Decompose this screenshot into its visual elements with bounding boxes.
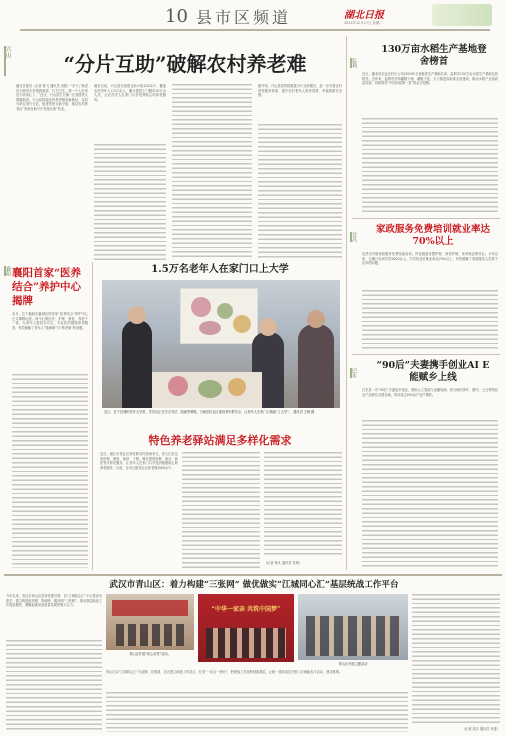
right-article-1	[350, 40, 500, 216]
seniors-calligraphy-photo	[102, 280, 340, 408]
header-green-emblem	[432, 4, 492, 26]
main-article-col-2: 截至目前，兴山县共组建互助小组120余个，覆盖农村老年人口3万余人，累计提供上门服务10万余人次，让农村老人在家门口享受到贴心的养老服务。	[94, 84, 166, 260]
lecture-hall-photo	[106, 594, 194, 650]
photo-caption-3: 青山区开展主题活动	[338, 662, 368, 666]
photo-caption-1: 青山区开展“同心讲堂”活动。	[129, 652, 171, 656]
section-title: 县市区频道	[195, 7, 291, 27]
main-article-col-1: 湖北日报讯（记者 陈飞 通讯员 田甜）“多亏了助老员小陈每天来帮我做饭、打扫卫生，我一个人在家也不用担心了。”近日，兴山县古夫镇一位独居老人感激地说。兴山县探索农村养老服务新路径，以村为单位划片分区，组建邻里互助小组，推动农村养老由“家庭自助”向“邻里互助”转变。	[16, 84, 88, 111]
right-article-1-body: 近日，湖北省农业农村厅公布2024年全省粮食生产基地名单，监利市130万亩水稻生产基地位居榜首。近年来，监利市坚持藏粮于地、藏粮于技，大力推进高标准农田建设，推动水稻产业高质量发展，持续擦亮“中国水稻第一县”的金字招牌。	[362, 72, 498, 86]
right-divider-2	[352, 354, 500, 355]
side-article-xiangyang	[4, 262, 88, 568]
column-divider-main	[346, 36, 347, 570]
table-with-artwork	[152, 372, 262, 408]
main-article-col-3	[172, 84, 252, 260]
right-divider-1	[352, 218, 500, 219]
painting-on-wall	[180, 288, 258, 344]
main-article	[4, 40, 344, 260]
right-article-3-body: 巴东县一对“90后”夫妻返乡创业，借助人工智能与直播电商，将当地的茶叶、腊肉、土豆等特色农产品销往全国各地，带动周边200余户农户增收。	[362, 388, 498, 397]
main-article-title: “分片互助”破解农村养老难	[63, 52, 307, 76]
sub-article-credit: （记者 林凡 通讯员 张明）	[264, 561, 303, 565]
bottom-band-rule	[4, 574, 502, 576]
header-date: 2024年12月17日 星期二	[344, 21, 383, 25]
right-article-1-location: 监利	[351, 58, 357, 68]
location-tag: 兴山	[4, 46, 14, 82]
right-article-3-title: “90后”夫妻携手创业AI Е能赋乡上线	[376, 360, 490, 383]
right-article-3	[350, 358, 500, 570]
masthead-logo: 湖北日报	[344, 9, 384, 21]
red-banner-event-photo: “中华一家亲 共筑中国梦”	[198, 594, 294, 662]
bottom-article-credit: （记者 周文 通讯员 李进）	[461, 727, 500, 731]
bottom-article	[4, 578, 502, 734]
bottom-article-body-2: 青山区以“江城同心汇”为品牌，在街道、社区建立统战工作站点，打造“一站点一特色”，把统战工作延伸到最基层，让统一战线成员在家门口就能参与活动、建言献策。	[106, 670, 343, 674]
right-article-2-location: 宜昌	[351, 232, 357, 242]
bottom-article-title: 武汉市青山区：着力构建“三张网” 做优做实“江城同心汇”基层统战工作平台	[109, 580, 399, 590]
person-left	[122, 320, 152, 408]
bottom-article-body-1: 今年以来，武汉市青山区坚持党建引领，以“江城同心汇”平台建设为抓手，着力构建组织网、阵地网、服务网“三张网”，推动基层统战工作提质增效，凝聚起推动高质量发展的强大合力。	[6, 594, 102, 608]
header-title-band	[130, 6, 326, 26]
right-article-2	[350, 222, 500, 352]
group-activity-photo	[298, 594, 408, 660]
photo-story-title: 1.5万名老年人在家门口上大学	[151, 264, 289, 275]
sub-article-body: 近日，潜江市某社区养老驿站内热闹非凡，老人们在这里用餐、理发、阅读、下棋。驿站提供助餐、助洁、助医等多样化服务，让老年人在家门口享受到便捷贴心的养老服务。目前，全市已建成社区养老驿站60余个。	[100, 452, 178, 470]
person-right-head	[307, 310, 325, 328]
right-article-2-body: 宜昌市开展家政服务免费技能培训，内容涵盖母婴护理、养老护理、家务保洁等项目。今年以来，已累计培训学员2000余人，学员结业后就业率达70%以上，有效缓解了家政服务人员供不应求的问题。	[362, 252, 498, 266]
sub-article	[96, 434, 344, 570]
photo-story	[96, 262, 344, 432]
person-center-head	[259, 318, 277, 336]
side-location-tag: 襄阳	[5, 266, 11, 276]
page-header	[0, 0, 506, 34]
right-article-2-title: 家政服务免费培训就业率达70%以上	[375, 224, 490, 247]
person-right	[298, 324, 334, 408]
side-article-body: 本月，位于襄阳市襄城区的首家“医养结合”养护中心正式揭牌运营。该中心集医疗、护理、康复、养老于一体，为老年人提供全方位、专业化的健康养老服务，有效破解了老年人“看病难”与“养老难”的问题。	[12, 312, 88, 330]
right-article-1-title: 130万亩水稻生产基地登舍榜首	[381, 44, 487, 67]
header-rule	[20, 29, 490, 31]
sub-article-title: 特色养老驿站满足多样化需求	[148, 434, 292, 447]
photo-story-caption: 近日，位于宜城的老年大学里，学员们正在学习书法、绘画等课程。当地依托社区建设老年教学点，让老年人在家门口就能“上大学”。 通讯员 王晓 摄	[104, 410, 315, 414]
person-left-head	[128, 306, 146, 324]
page-number: 10	[165, 5, 188, 27]
right-article-3-location: 巴东	[351, 368, 357, 378]
side-article-title: 襄阳首家“医养结合”养护中心揭牌	[12, 267, 82, 307]
main-article-col-4: 据介绍，兴山县将持续推进分片互助模式，进一步完善农村养老服务体系，提升农村老年人的获得感、幸福感和安全感。	[258, 84, 342, 260]
column-divider-left	[92, 262, 93, 570]
